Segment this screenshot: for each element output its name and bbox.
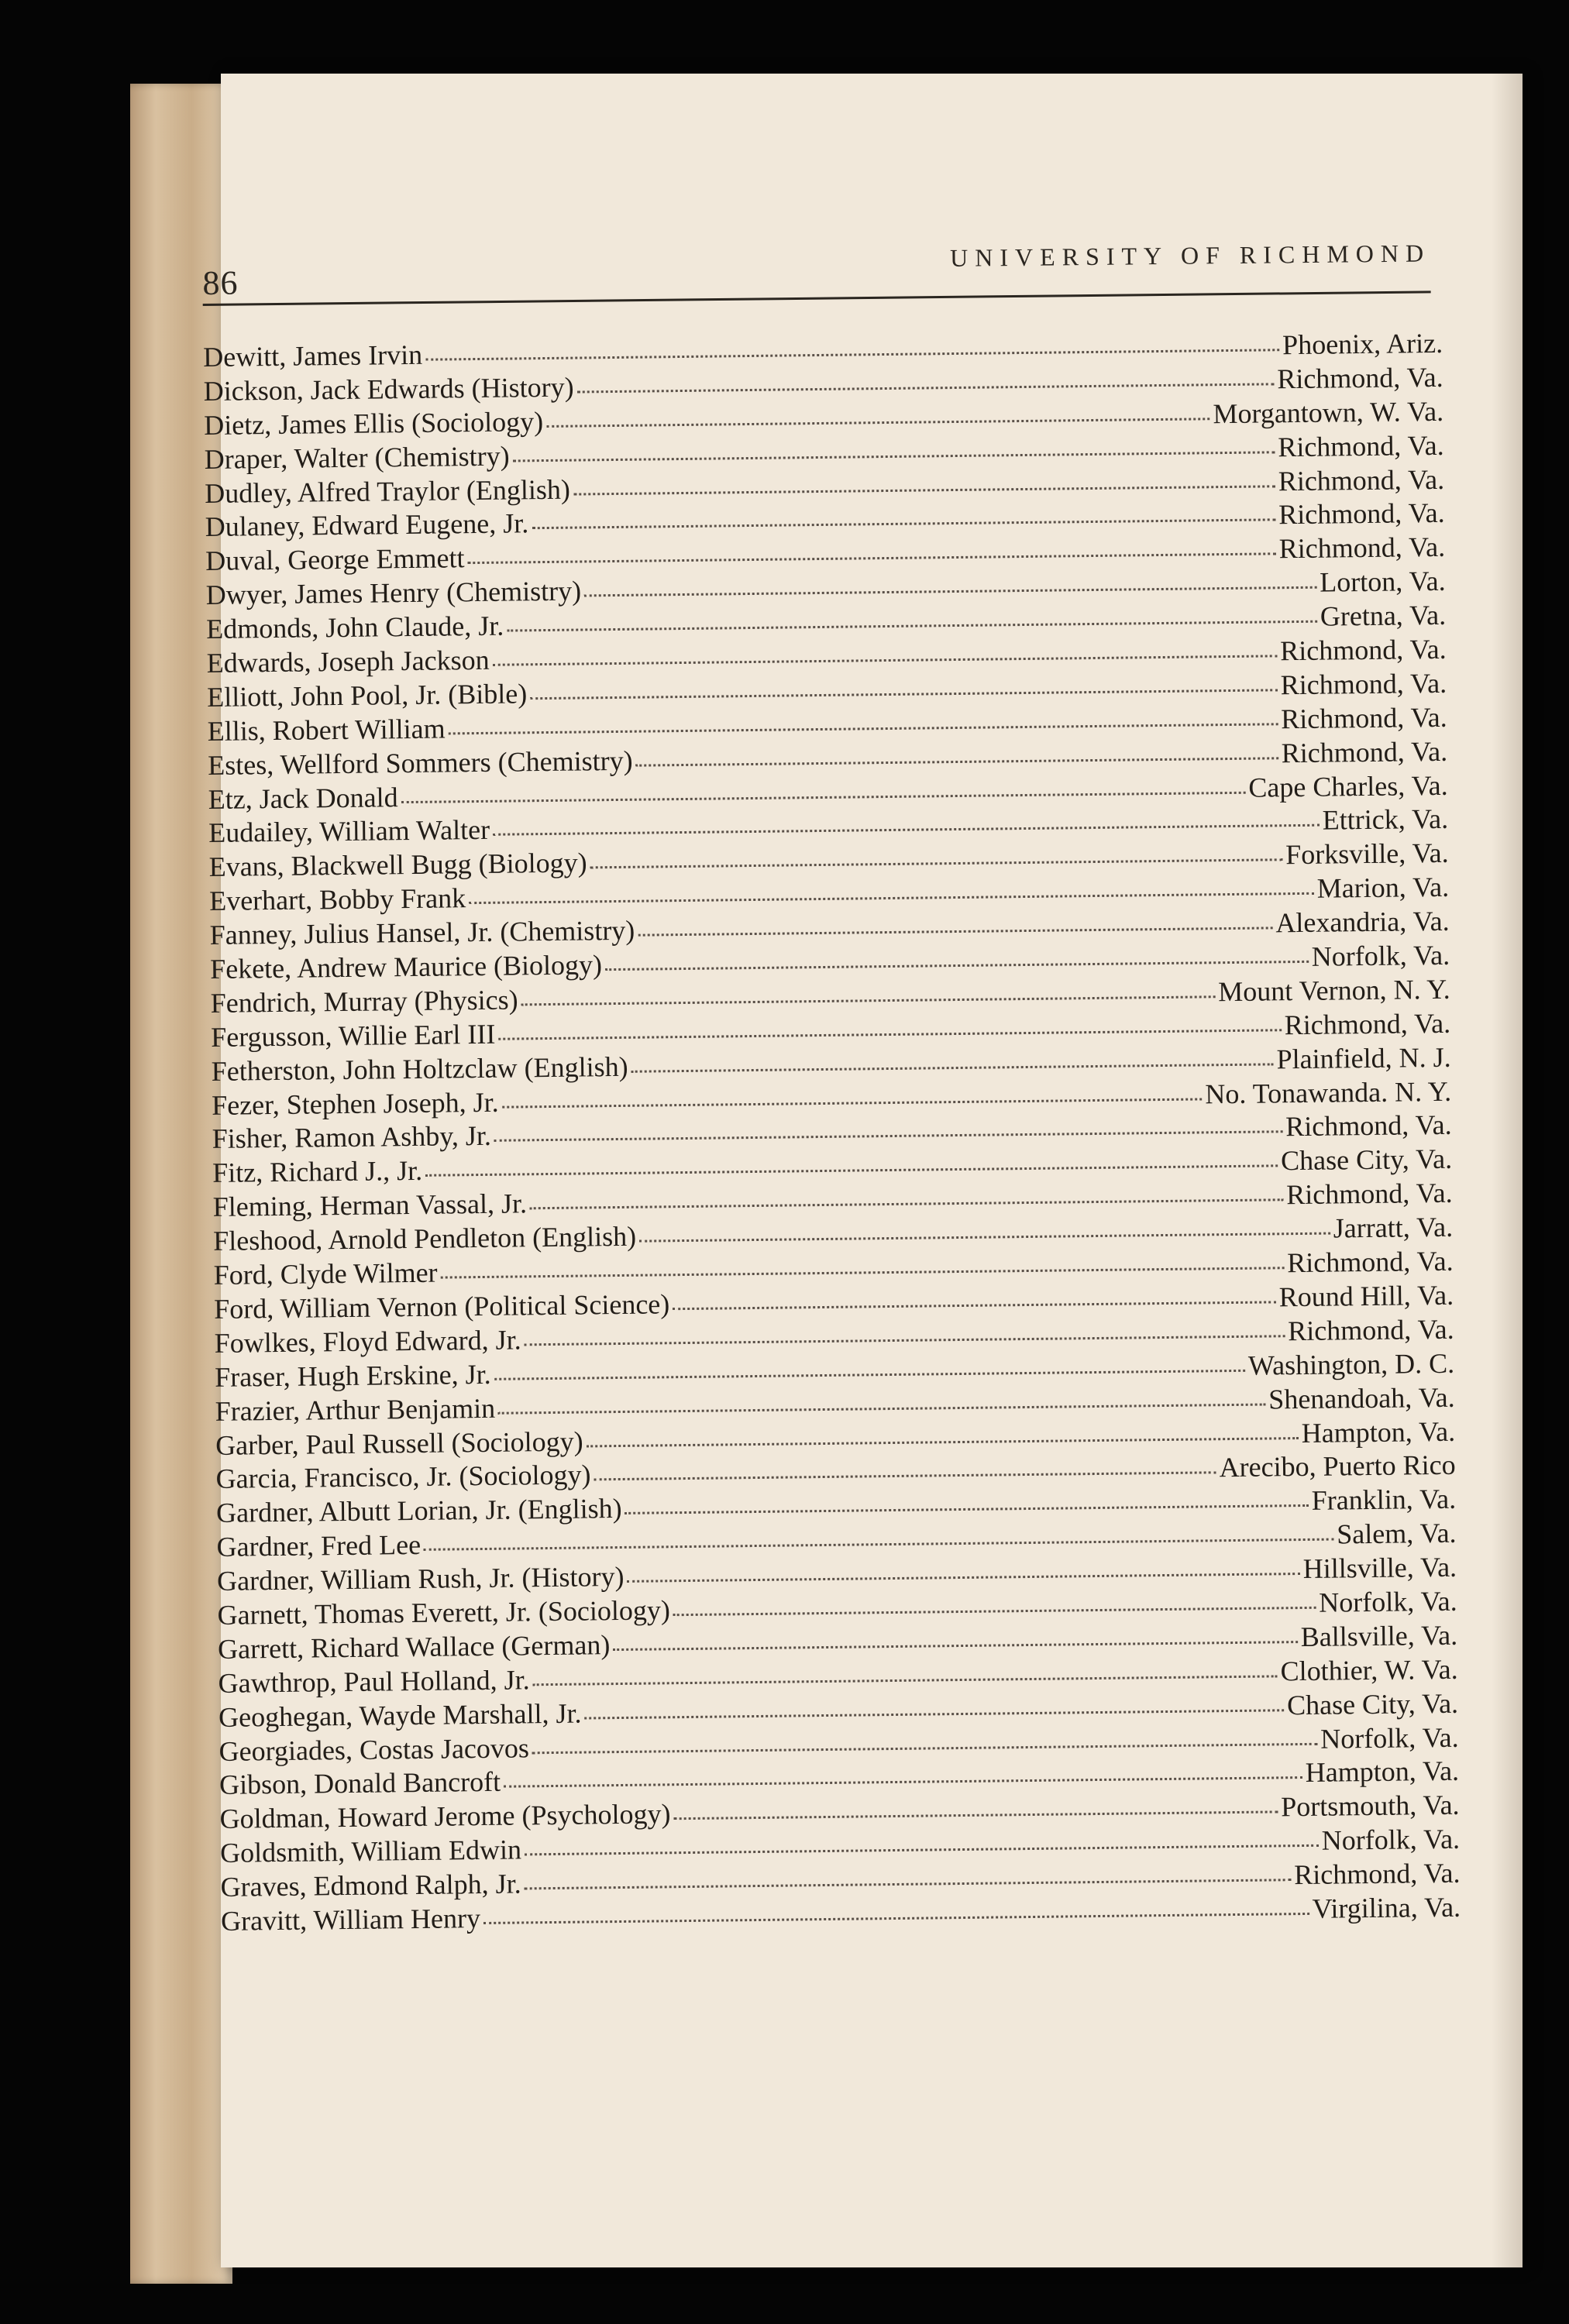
- entry-name: Edwards, Joseph Jackson: [206, 644, 490, 679]
- entry-hometown: Richmond, Va.: [1285, 1109, 1452, 1143]
- dot-leader: [507, 613, 1317, 632]
- entry-name: Fanney, Julius Hansel, Jr. (Chemistry): [209, 914, 635, 951]
- dot-leader: [532, 511, 1275, 530]
- entry-name: Ford, Clyde Wilmer: [213, 1257, 438, 1291]
- entry-hometown: Chase City, Va.: [1286, 1687, 1459, 1721]
- entry-name: Goldman, Howard Jerome (Psychology): [219, 1798, 671, 1835]
- entry-name: Fergusson, Willie Earl III: [210, 1018, 496, 1053]
- dot-leader: [494, 1362, 1245, 1380]
- dot-leader: [546, 410, 1209, 428]
- entry-name: Geoghegan, Wayde Marshall, Jr.: [218, 1697, 582, 1733]
- dot-leader: [449, 715, 1278, 734]
- entry-name: Garcia, Francisco, Jr. (Sociology): [215, 1459, 591, 1495]
- dot-leader: [467, 545, 1275, 565]
- entry-hometown: Morgantown, W. Va.: [1213, 395, 1444, 429]
- dot-leader: [584, 579, 1316, 597]
- running-head: UNIVERSITY OF RICHMOND: [950, 239, 1431, 272]
- entry-hometown: Jarratt, Va.: [1333, 1211, 1454, 1244]
- dot-leader: [587, 1429, 1299, 1447]
- dot-leader: [635, 749, 1278, 766]
- entry-hometown: Plainfield, N. J.: [1276, 1041, 1451, 1075]
- entry-hometown: Richmond, Va.: [1284, 1007, 1451, 1041]
- dot-leader: [638, 920, 1272, 937]
- dot-leader: [483, 1905, 1309, 1924]
- entry-name: Estes, Wellford Sommers (Chemistry): [207, 744, 633, 781]
- entry-hometown: Norfolk, Va.: [1321, 1823, 1461, 1856]
- entry-hometown: Mount Vernon, N. Y.: [1218, 973, 1450, 1008]
- dot-leader: [573, 477, 1275, 495]
- entry-hometown: Franklin, Va.: [1311, 1483, 1457, 1517]
- entry-name: Dewitt, James Irvin: [203, 339, 423, 373]
- dot-leader: [605, 953, 1309, 971]
- entry-hometown: Richmond, Va.: [1286, 1177, 1453, 1211]
- dot-leader: [530, 681, 1278, 700]
- dot-leader: [613, 1633, 1298, 1651]
- dot-leader: [498, 1021, 1282, 1040]
- dot-leader: [401, 783, 1246, 803]
- entry-name: Elliott, John Pool, Jr. (Bible): [206, 678, 528, 713]
- dot-leader: [673, 1803, 1278, 1820]
- entry-hometown: Cape Charles, Va.: [1248, 769, 1448, 803]
- dot-leader: [504, 1769, 1302, 1788]
- entry-name: Fowlkes, Floyd Edward, Jr.: [214, 1324, 521, 1359]
- dot-leader: [440, 1259, 1284, 1278]
- dot-leader: [502, 1090, 1203, 1108]
- dot-leader: [424, 1531, 1333, 1551]
- entry-name: Edmonds, John Claude, Jr.: [205, 610, 504, 645]
- entry-hometown: Richmond, Va.: [1278, 497, 1445, 531]
- entry-name: Fetherston, John Holtzclaw (English): [211, 1050, 628, 1087]
- entry-hometown: Ettrick, Va.: [1322, 803, 1449, 837]
- dot-leader: [533, 1667, 1278, 1686]
- entry-name: Fisher, Ramon Ashby, Jr.: [212, 1120, 492, 1155]
- entry-hometown: Richmond, Va.: [1278, 531, 1446, 565]
- entry-name: Gravitt, William Henry: [220, 1903, 481, 1937]
- dot-leader: [639, 1225, 1330, 1243]
- entry-hometown: Richmond, Va.: [1288, 1313, 1454, 1347]
- entry-hometown: Richmond, Va.: [1280, 667, 1447, 701]
- entry-name: Gardner, William Rush, Jr. (History): [216, 1561, 625, 1597]
- entry-name: Fitz, Richard J., Jr.: [212, 1155, 423, 1189]
- entry-name: Eudailey, William Walter: [208, 814, 490, 849]
- entry-name: Gibson, Donald Bancroft: [218, 1766, 501, 1801]
- entry-hometown: Norfolk, Va.: [1320, 1721, 1459, 1755]
- gutter-shadow: [1492, 74, 1523, 2267]
- dot-leader: [590, 851, 1283, 869]
- dot-leader: [577, 375, 1275, 393]
- dot-leader: [525, 1871, 1292, 1889]
- entry-name: Ford, William Vernon (Political Science): [213, 1288, 670, 1325]
- entry-name: Everhart, Bobby Frank: [208, 882, 466, 917]
- dot-leader: [513, 443, 1275, 462]
- entry-name: Fendrich, Murray (Physics): [210, 984, 518, 1019]
- dot-leader: [532, 1734, 1317, 1753]
- entry-name: Fezer, Stephen Joseph, Jr.: [211, 1086, 499, 1121]
- dot-leader: [584, 1701, 1284, 1719]
- dot-leader: [594, 1464, 1216, 1481]
- entry-name: Dietz, James Ellis (Sociology): [204, 405, 544, 441]
- entry-hometown: Washington, D. C.: [1247, 1347, 1455, 1381]
- entry-hometown: Richmond, Va.: [1287, 1245, 1454, 1279]
- directory-list: [203, 327, 1461, 1939]
- entry-name: Dulaney, Edward Eugene, Jr.: [205, 507, 529, 543]
- entry-hometown: Norfolk, Va.: [1319, 1585, 1457, 1618]
- entry-name: Gardner, Fred Lee: [216, 1529, 421, 1563]
- entry-name: Garrett, Richard Wallace (German): [217, 1628, 611, 1665]
- dot-leader: [525, 1837, 1319, 1856]
- entry-hometown: Salem, Va.: [1337, 1517, 1457, 1550]
- entry-name: Duval, George Emmett: [205, 542, 465, 577]
- entry-hometown: Richmond, Va.: [1293, 1857, 1461, 1891]
- entry-name: Etz, Jack Donald: [208, 781, 398, 815]
- entry-hometown: Hampton, Va.: [1301, 1415, 1456, 1449]
- dot-leader: [673, 1293, 1276, 1310]
- entry-hometown: Arecibo, Puerto Rico: [1219, 1449, 1456, 1483]
- entry-name: Gardner, Albutt Lorian, Jr. (English): [215, 1493, 622, 1529]
- entry-hometown: Richmond, Va.: [1278, 429, 1444, 462]
- dot-leader: [625, 1497, 1309, 1514]
- entry-hometown: Shenandoah, Va.: [1268, 1381, 1455, 1415]
- entry-hometown: Ballsville, Va.: [1300, 1619, 1458, 1652]
- entry-name: Fekete, Andrew Maurice (Biology): [209, 949, 603, 985]
- entry-hometown: Richmond, Va.: [1281, 701, 1447, 735]
- dot-leader: [673, 1599, 1316, 1616]
- entry-hometown: Marion, Va.: [1316, 871, 1450, 904]
- entry-hometown: Phoenix, Ariz.: [1282, 327, 1443, 361]
- dot-leader: [425, 1157, 1278, 1177]
- entry-name: Georgiades, Costas Jacovos: [218, 1731, 530, 1767]
- entry-name: Dudley, Alfred Traylor (English): [205, 473, 571, 509]
- dot-leader: [494, 1123, 1282, 1143]
- page-number: 86: [202, 263, 239, 302]
- entry-hometown: Hampton, Va.: [1305, 1755, 1460, 1789]
- dot-leader: [521, 988, 1216, 1006]
- entry-hometown: Chase City, Va.: [1280, 1143, 1453, 1177]
- entry-hometown: Virgilina, Va.: [1312, 1891, 1461, 1924]
- entry-hometown: Richmond, Va.: [1281, 735, 1448, 768]
- dot-leader: [493, 647, 1278, 665]
- entry-name: Goldsmith, William Edwin: [219, 1834, 522, 1869]
- entry-hometown: Round Hill, Va.: [1278, 1279, 1454, 1313]
- dot-leader: [469, 885, 1314, 904]
- entry-name: Evans, Blackwell Bugg (Biology): [208, 847, 587, 883]
- entry-hometown: No. Tonawanda. N. Y.: [1205, 1075, 1452, 1109]
- entry-name: Dickson, Jack Edwards (History): [203, 371, 574, 407]
- entry-name: Fleshood, Arnold Pendleton (English): [212, 1220, 637, 1257]
- entry-name: Fraser, Hugh Erskine, Jr.: [214, 1358, 491, 1393]
- entry-name: Garber, Paul Russell (Sociology): [215, 1425, 583, 1461]
- dot-leader: [530, 1191, 1283, 1210]
- dot-leader: [493, 816, 1320, 836]
- dot-leader: [498, 1395, 1265, 1414]
- entry-name: Gawthrop, Paul Holland, Jr.: [218, 1664, 530, 1699]
- entry-hometown: Richmond, Va.: [1280, 633, 1447, 667]
- entry-hometown: Hillsville, Va.: [1302, 1551, 1457, 1585]
- dot-leader: [425, 341, 1279, 361]
- entry-name: Dwyer, James Henry (Chemistry): [205, 575, 582, 611]
- entry-name: Garnett, Thomas Everett, Jr. (Sociology): [217, 1594, 671, 1631]
- entry-name: Graves, Edmond Ralph, Jr.: [220, 1868, 521, 1903]
- entry-hometown: Alexandria, Va.: [1275, 905, 1450, 939]
- entry-hometown: Forksville, Va.: [1285, 837, 1449, 871]
- entry-hometown: Richmond, Va.: [1278, 463, 1445, 497]
- entry-hometown: Richmond, Va.: [1277, 361, 1443, 395]
- entry-name: Fleming, Herman Vassal, Jr.: [212, 1188, 528, 1223]
- dot-leader: [631, 1055, 1274, 1072]
- entry-hometown: Norfolk, Va.: [1311, 939, 1450, 972]
- entry-hometown: Lorton, Va.: [1320, 566, 1446, 598]
- dot-leader: [627, 1565, 1299, 1583]
- page-header: [201, 165, 1431, 310]
- entry-hometown: Gretna, Va.: [1320, 599, 1447, 632]
- entry-name: Draper, Walter (Chemistry): [204, 440, 510, 475]
- dot-leader: [525, 1327, 1285, 1346]
- entry-name: Ellis, Robert William: [207, 713, 446, 747]
- entry-hometown: Portsmouth, Va.: [1280, 1789, 1460, 1823]
- entry-hometown: Clothier, W. Va.: [1280, 1653, 1458, 1687]
- entry-name: Frazier, Arthur Benjamin: [215, 1392, 496, 1427]
